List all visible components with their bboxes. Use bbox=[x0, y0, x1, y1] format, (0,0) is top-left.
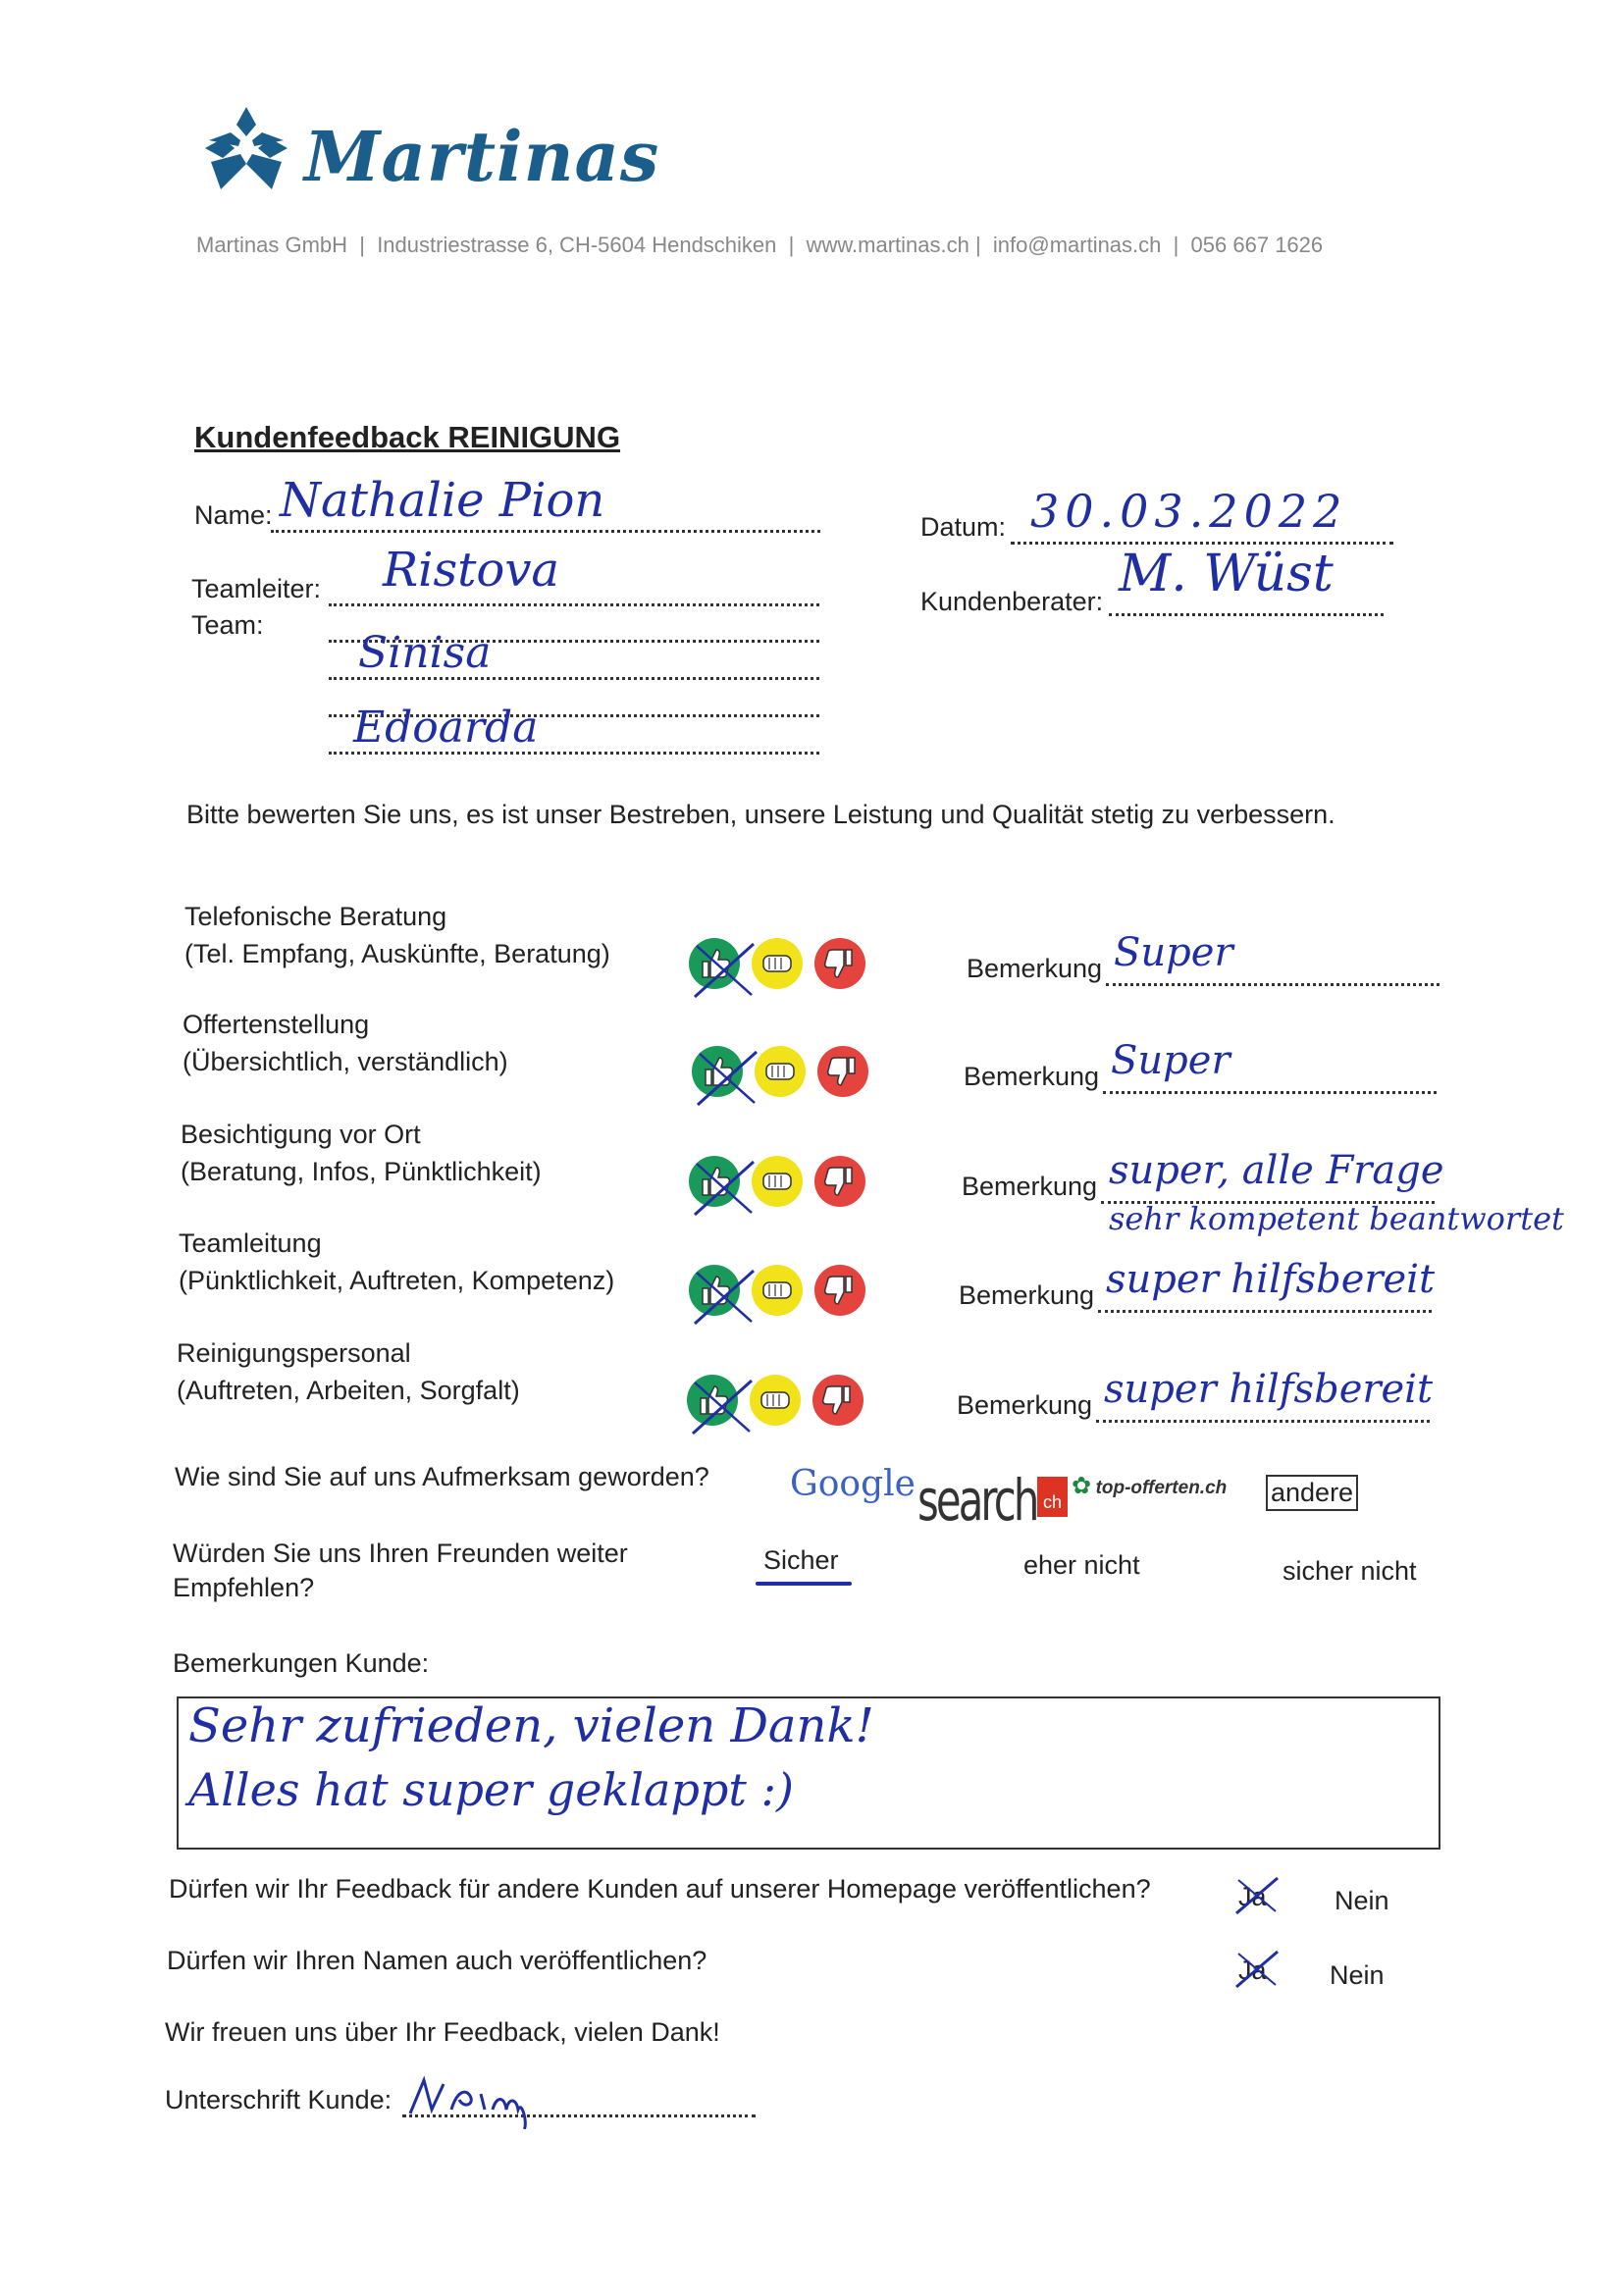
publish-name-no[interactable]: Nein bbox=[1330, 1960, 1385, 1990]
remark-line bbox=[1106, 983, 1440, 986]
cross-mark-icon bbox=[689, 938, 759, 1003]
thumbs-up-icon[interactable] bbox=[689, 1156, 740, 1207]
publish-question: Dürfen wir Ihr Feedback für andere Kunden auf unserer Homepage veröffentlichen? bbox=[169, 1874, 1151, 1904]
thanks-text: Wir freuen uns über Ihr Feedback, vielen Dank! bbox=[165, 2017, 720, 2047]
cross-mark-icon bbox=[692, 1046, 762, 1111]
thumbs-down-icon[interactable] bbox=[814, 1265, 865, 1316]
source-search-ch: ch bbox=[1037, 1477, 1068, 1517]
thumbs-down-icon[interactable] bbox=[812, 1375, 864, 1426]
teamleiter-line bbox=[329, 603, 819, 606]
rating-subtitle: (Pünktlichkeit, Auftreten, Kompetenz) bbox=[179, 1266, 615, 1295]
teamleiter-value[interactable]: Ristova bbox=[383, 543, 560, 598]
datum-label: Datum: bbox=[920, 512, 1007, 542]
name-line bbox=[271, 530, 820, 533]
name-label: Name: bbox=[194, 500, 273, 530]
kundenberater-value[interactable]: M. Wüst bbox=[1119, 545, 1334, 603]
rating-title: Besichtigung vor Ort bbox=[181, 1120, 421, 1149]
rating-title: Telefonische Beratung bbox=[184, 902, 447, 931]
kundenberater-label: Kundenberater: bbox=[920, 587, 1104, 616]
thumbs-up-icon[interactable] bbox=[689, 1265, 740, 1316]
recommend-selected-underline bbox=[756, 1582, 852, 1586]
publish-no[interactable]: Nein bbox=[1335, 1886, 1389, 1915]
cross-mark-icon bbox=[1232, 1874, 1282, 1917]
rating-smileys bbox=[689, 934, 875, 993]
recommend-question-2: Empfehlen? bbox=[173, 1573, 315, 1602]
remark-label: Bemerkung bbox=[959, 1280, 1095, 1310]
thumbs-neutral-icon[interactable] bbox=[752, 1265, 803, 1316]
remark-value[interactable]: Super bbox=[1111, 1038, 1230, 1083]
rating-title: Offertenstellung bbox=[183, 1010, 370, 1039]
recommend-option-sicher[interactable]: Sicher bbox=[763, 1545, 839, 1575]
martinas-logo-icon bbox=[201, 103, 291, 193]
rating-smileys bbox=[692, 1042, 878, 1101]
comment-line-2: Alles hat super geklappt :) bbox=[188, 1763, 794, 1816]
rating-smileys bbox=[689, 1152, 875, 1211]
publish-yes-label: Ja bbox=[1238, 1882, 1267, 1911]
remark-value[interactable]: super, alle Frage bbox=[1109, 1148, 1444, 1193]
source-topofferten-text: top-offerten.ch bbox=[1095, 1478, 1228, 1498]
recommend-option-eher-nicht[interactable]: eher nicht bbox=[1023, 1550, 1140, 1580]
recommend-question-1: Würden Sie uns Ihren Freunden weiter bbox=[173, 1539, 628, 1568]
comments-box[interactable] bbox=[177, 1696, 1440, 1850]
thumbs-neutral-icon[interactable] bbox=[755, 1046, 806, 1097]
source-question: Wie sind Sie auf uns Aufmerksam geworden? bbox=[175, 1462, 709, 1491]
recommend-option-sicher-nicht[interactable]: sicher nicht bbox=[1283, 1556, 1417, 1586]
rating-title: Teamleitung bbox=[179, 1228, 322, 1258]
source-other[interactable]: andere bbox=[1266, 1475, 1358, 1511]
remark-value[interactable]: super hilfsbereit bbox=[1104, 1367, 1434, 1412]
form-title: Kundenfeedback REINIGUNG bbox=[194, 420, 621, 454]
publish-name-question: Dürfen wir Ihren Namen auch veröffentlichen? bbox=[167, 1946, 707, 1975]
star-icon: ✿ bbox=[1072, 1473, 1092, 1499]
comment-line-1: Sehr zufrieden, vielen Dank! bbox=[188, 1698, 874, 1753]
thumbs-down-icon[interactable] bbox=[814, 1156, 865, 1207]
intro-text: Bitte bewerten Sie uns, es ist unser Bestreben, unsere Leistung und Qualität stetig zu verbessern. bbox=[186, 800, 1335, 829]
thumbs-neutral-icon[interactable] bbox=[752, 938, 803, 989]
signature-label: Unterschrift Kunde: bbox=[165, 2085, 393, 2114]
thumbs-up-icon[interactable] bbox=[687, 1375, 738, 1426]
source-topofferten[interactable] bbox=[1072, 1472, 1227, 1500]
remark-line bbox=[1098, 1310, 1432, 1313]
team-member-1[interactable]: Sinisa bbox=[358, 628, 492, 678]
publish-yes[interactable] bbox=[1238, 1882, 1282, 1917]
source-search-text: search bbox=[917, 1467, 1037, 1534]
rating-title: Reinigungspersonal bbox=[177, 1338, 411, 1368]
source-google[interactable]: Google bbox=[790, 1464, 916, 1504]
remark-value-2[interactable]: sehr kompetent beantwortet bbox=[1109, 1200, 1564, 1237]
thumbs-up-icon[interactable] bbox=[692, 1046, 743, 1097]
address-line: Martinas GmbH | Industriestrasse 6, CH-5604 Hendschiken | www.martinas.ch | info@martinas.ch | 056 667 1626 bbox=[196, 233, 1324, 257]
name-value[interactable]: Nathalie Pion bbox=[280, 473, 605, 528]
cross-mark-icon bbox=[1232, 1948, 1282, 1991]
thumbs-up-icon[interactable] bbox=[689, 938, 740, 989]
remark-label: Bemerkung bbox=[957, 1390, 1093, 1420]
signature-scribble bbox=[402, 2070, 579, 2129]
remark-line bbox=[1096, 1420, 1430, 1423]
cross-mark-icon bbox=[689, 1265, 759, 1330]
rating-subtitle: (Übersichtlich, verständlich) bbox=[183, 1047, 508, 1076]
publish-name-yes-label: Ja bbox=[1238, 1956, 1267, 1985]
rating-smileys bbox=[687, 1371, 873, 1430]
remark-label: Bemerkung bbox=[962, 1172, 1098, 1201]
rating-subtitle: (Beratung, Infos, Pünktlichkeit) bbox=[181, 1157, 542, 1186]
comments-label: Bemerkungen Kunde: bbox=[173, 1648, 430, 1678]
datum-value[interactable]: 30.03.2022 bbox=[1030, 485, 1348, 538]
logo bbox=[201, 103, 291, 193]
rating-subtitle: (Tel. Empfang, Auskünfte, Beratung) bbox=[184, 939, 610, 968]
team-member-2[interactable]: Edoarda bbox=[353, 703, 539, 753]
remark-label: Bemerkung bbox=[964, 1062, 1100, 1091]
team-label: Team: bbox=[191, 610, 264, 640]
teamleiter-label: Teamleiter: bbox=[191, 574, 322, 603]
rating-subtitle: (Auftreten, Arbeiten, Sorgfalt) bbox=[177, 1376, 520, 1405]
remark-value[interactable]: super hilfsbereit bbox=[1106, 1257, 1436, 1302]
remark-label: Bemerkung bbox=[967, 954, 1103, 983]
publish-name-yes[interactable] bbox=[1238, 1956, 1282, 1991]
thumbs-neutral-icon[interactable] bbox=[752, 1156, 803, 1207]
remark-value[interactable]: Super bbox=[1114, 930, 1233, 975]
rating-smileys bbox=[689, 1261, 875, 1320]
thumbs-down-icon[interactable] bbox=[814, 938, 865, 989]
thumbs-neutral-icon[interactable] bbox=[750, 1375, 801, 1426]
source-search[interactable] bbox=[917, 1467, 1083, 1534]
kundenberater-line bbox=[1109, 613, 1384, 616]
brand-name: Martinas bbox=[304, 116, 660, 197]
cross-mark-icon bbox=[687, 1375, 758, 1439]
remark-line bbox=[1103, 1091, 1437, 1094]
cross-mark-icon bbox=[689, 1156, 759, 1221]
thumbs-down-icon[interactable] bbox=[817, 1046, 868, 1097]
